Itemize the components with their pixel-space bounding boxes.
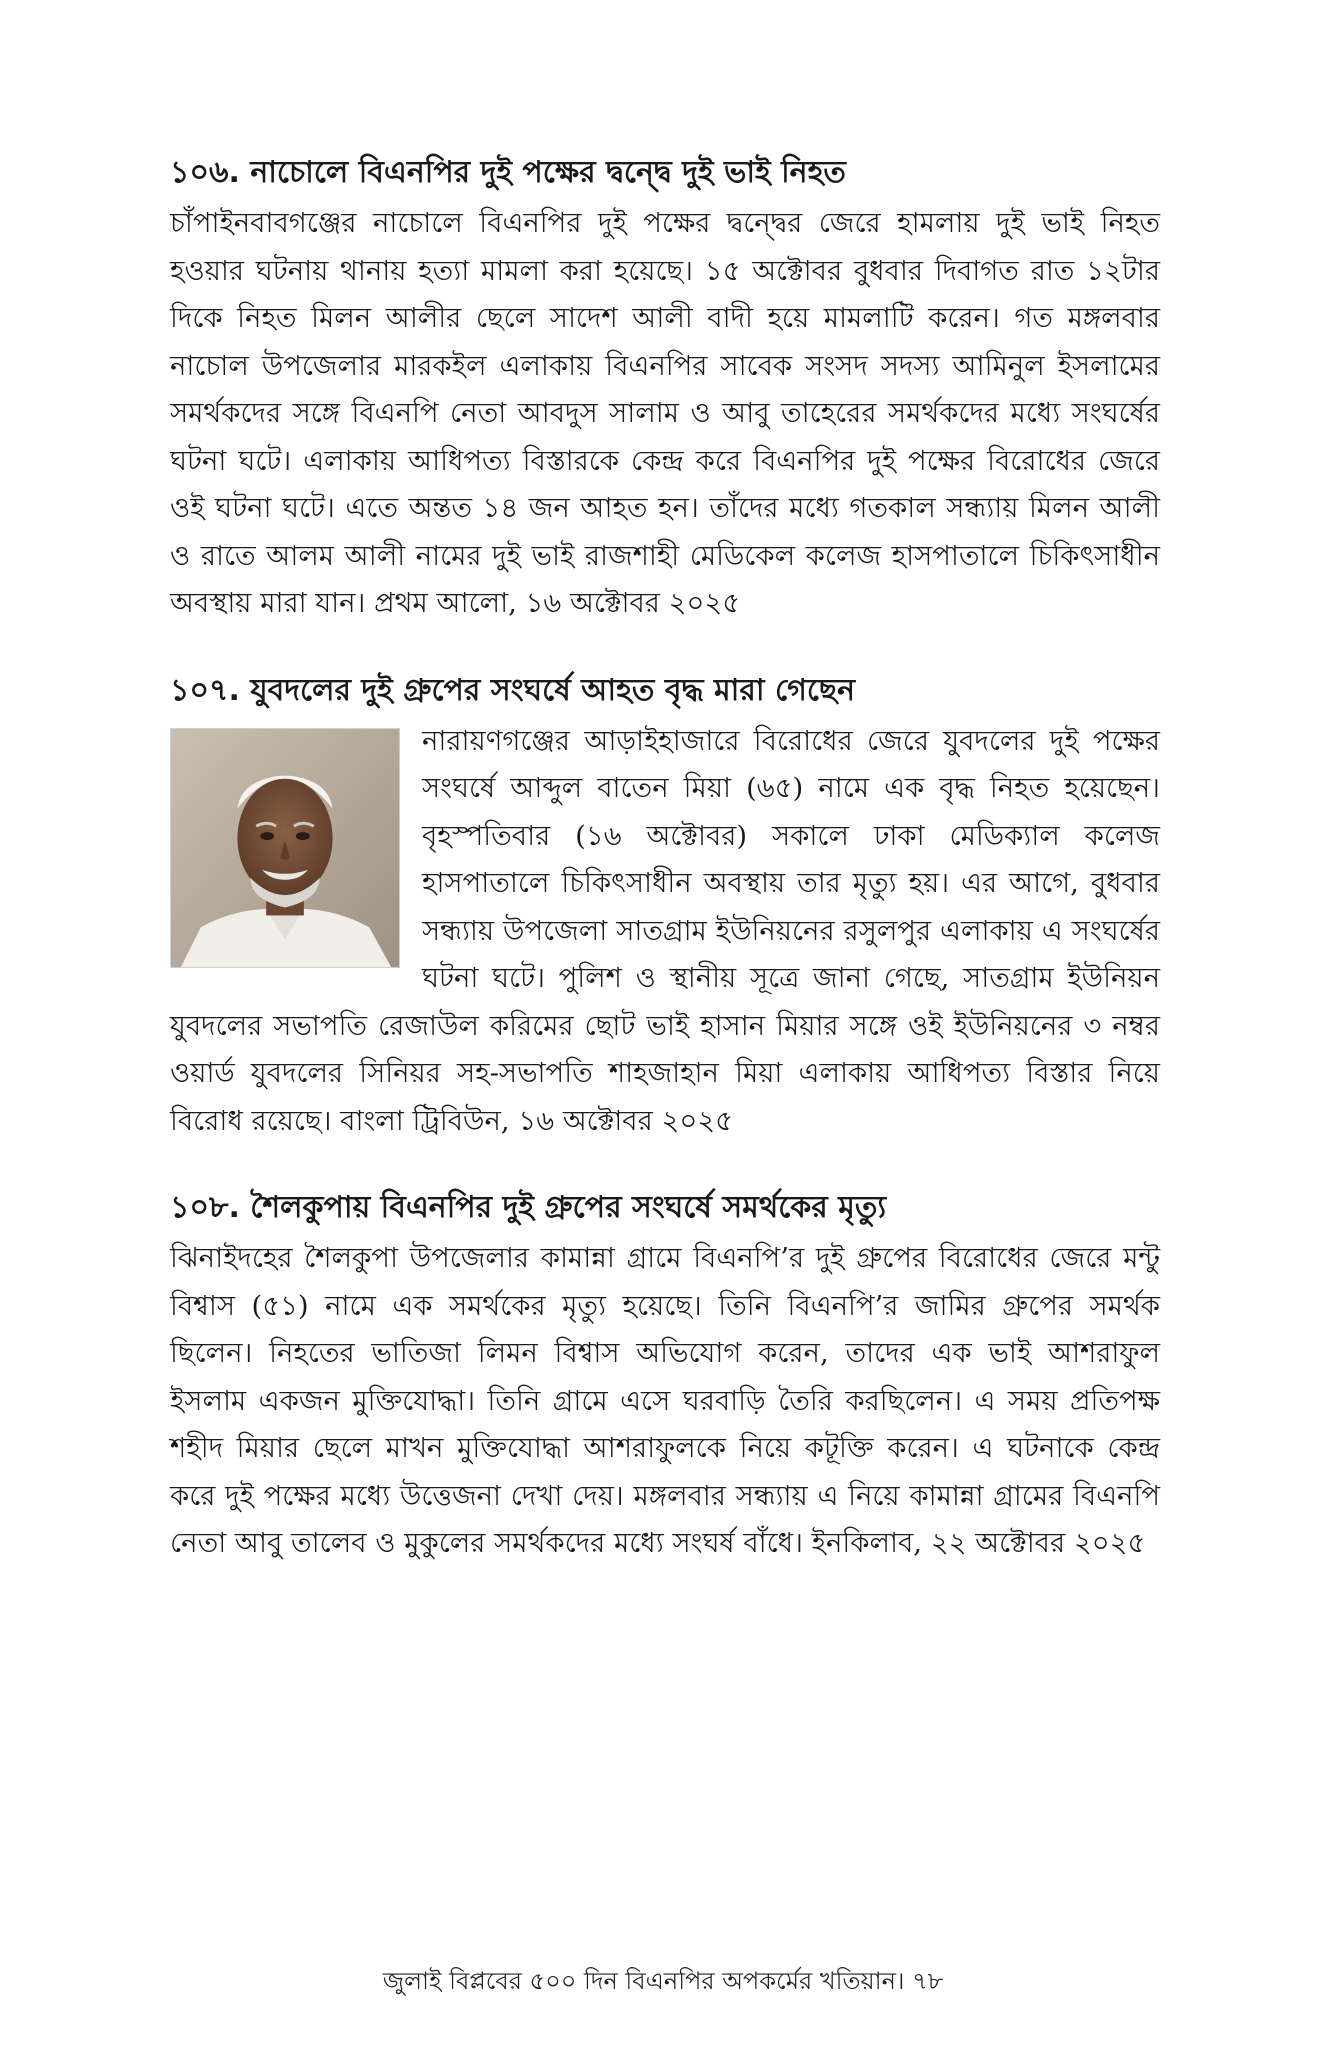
page-content bbox=[170, 150, 1160, 1608]
article-source: বাংলা ট্রিবিউন, ১৬ অক্টোবর ২০২৫ bbox=[340, 1104, 733, 1137]
article-source: ইনকিলাব, ২২ অক্টোবর ২০২৫ bbox=[811, 1527, 1146, 1559]
article-body-text: চাঁপাইনবাবগঞ্জের নাচোলে বিএনপির দুই পক্ষের দ্বন্দ্বের জেরে হামলায় দুই ভাই নিহত হওয়ার ঘটনায় থানায় হত্যা মামলা করা হয়েছে। ১৫ অক্টোবর বুধবার দিবাগত রাত ১২টার দিকে নিহত মিলন আলীর ছেলে সাদেশ আলী বাদী হয়ে মামলাটি করেন। গত মঙ্গলবার নাচোল উপজেলার মারকইল এলাকায় বিএনপির সাবেক সংসদ সদস্য আমিনুল ইসলামের সমর্থকদের সঙ্গে বিএনপি নেতা আবদুস সালাম ও আবু তাহেরের সমর্থকদের মধ্যে সংঘর্ষের ঘটনা ঘটে। এলাকায় আধিপত্য বিস্তারকে কেন্দ্র করে বিএনপির দুই পক্ষের বিরোধের জেরে ওই ঘটনা ঘটে। এতে অন্তত ১৪ জন আহত হন। তাঁদের মধ্যে গতকাল সন্ধ্যায় মিলন আলী ও রাতে আলম আলী নামের দুই ভাই রাজশাহী মেডিকেল কলেজ হাসপাতালে চিকিৎসাধীন অবস্থায় মারা যান। bbox=[170, 207, 1160, 619]
article-title: ১০৭. যুবদলের দুই গ্রুপের সংঘর্ষে আহত বৃদ্ধ মারা গেছেন bbox=[170, 672, 856, 708]
article-106 bbox=[170, 150, 1160, 628]
article-body-text: নারায়ণগঞ্জের আড়াইহাজারে বিরোধের জেরে যুবদলের দুই পক্ষের সংঘর্ষে আব্দুল বাতেন মিয়া (৬৫) নামে এক বৃদ্ধ নিহত হয়েছেন। বৃহস্পতিবার (১৬ অক্টোবর) সকালে ঢাকা মেডিক্যাল কলেজ হাসপাতালে চিকিৎসাধীন অবস্থায় তার মৃত্যু হয়। এর আগে, বুধবার সন্ধ্যায় উপজেলা সাতগ্রাম ইউনিয়নের রসুলপুর এলাকায় এ সংঘর্ষের ঘটনা ঘটে। পুলিশ ও স্থানীয় সূত্রে জানা গেছে, সাতগ্রাম ইউনিয়ন যুবদলের সভাপতি রেজাউল করিমের ছোট ভাই হাসান মিয়ার সঙ্গে ওই ইউনিয়নের ৩ নম্বর ওয়ার্ড যুবদলের সিনিয়র সহ-সভাপতি শাহজাহান মিয়া এলাকায় আধিপত্য বিস্তার নিয়ে বিরোধ রয়েছে। bbox=[170, 724, 1160, 1137]
article-title: ১০৬. নাচোলে বিএনপির দুই পক্ষের দ্বন্দ্বে দুই ভাই নিহত bbox=[170, 155, 846, 190]
article-107 bbox=[170, 668, 1160, 1146]
page-footer: জুলাই বিপ্লবের ৫০০ দিন বিএনপির অপকর্মের খতিয়ান। ৭৮ bbox=[382, 1967, 944, 1995]
article-body bbox=[170, 200, 1160, 628]
victim-photo bbox=[170, 728, 400, 968]
article-108 bbox=[170, 1185, 1160, 1568]
article-body bbox=[170, 1235, 1160, 1568]
article-title: ১০৮. শৈলকুপায় বিএনপির দুই গ্রুপের সংঘর্ষে সমর্থকের মৃত্যু bbox=[170, 1190, 887, 1225]
article-source: প্রথম আলো, ১৬ অক্টোবর ২০২৫ bbox=[374, 587, 741, 619]
portrait-image bbox=[171, 729, 399, 967]
article-body-text: ঝিনাইদহের শৈলকুপা উপজেলার কামান্না গ্রামে বিএনপি’র দুই গ্রুপের বিরোধের জেরে মন্টু বিশ্বাস (৫১) নামে এক সমর্থকের মৃত্যু হয়েছে। তিনি বিএনপি’র জামির গ্রুপের সমর্থক ছিলেন। নিহতের ভাতিজা লিমন বিশ্বাস অভিযোগ করেন, তাদের এক ভাই আশরাফুল ইসলাম একজন মুক্তিযোদ্ধা। তিনি গ্রামে এসে ঘরবাড়ি তৈরি করছিলেন। এ সময় প্রতিপক্ষ শহীদ মিয়ার ছেলে মাখন মুক্তিযোদ্ধা আশরাফুলকে নিয়ে কটূক্তি করেন। এ ঘটনাকে কেন্দ্র করে দুই পক্ষের মধ্যে উত্তেজনা দেখা দেয়। মঙ্গলবার সন্ধ্যায় এ নিয়ে কামান্না গ্রামের বিএনপি নেতা আবু তালেব ও মুকুলের সমর্থকদের মধ্যে সংঘর্ষ বাঁধে। bbox=[170, 1242, 1160, 1559]
